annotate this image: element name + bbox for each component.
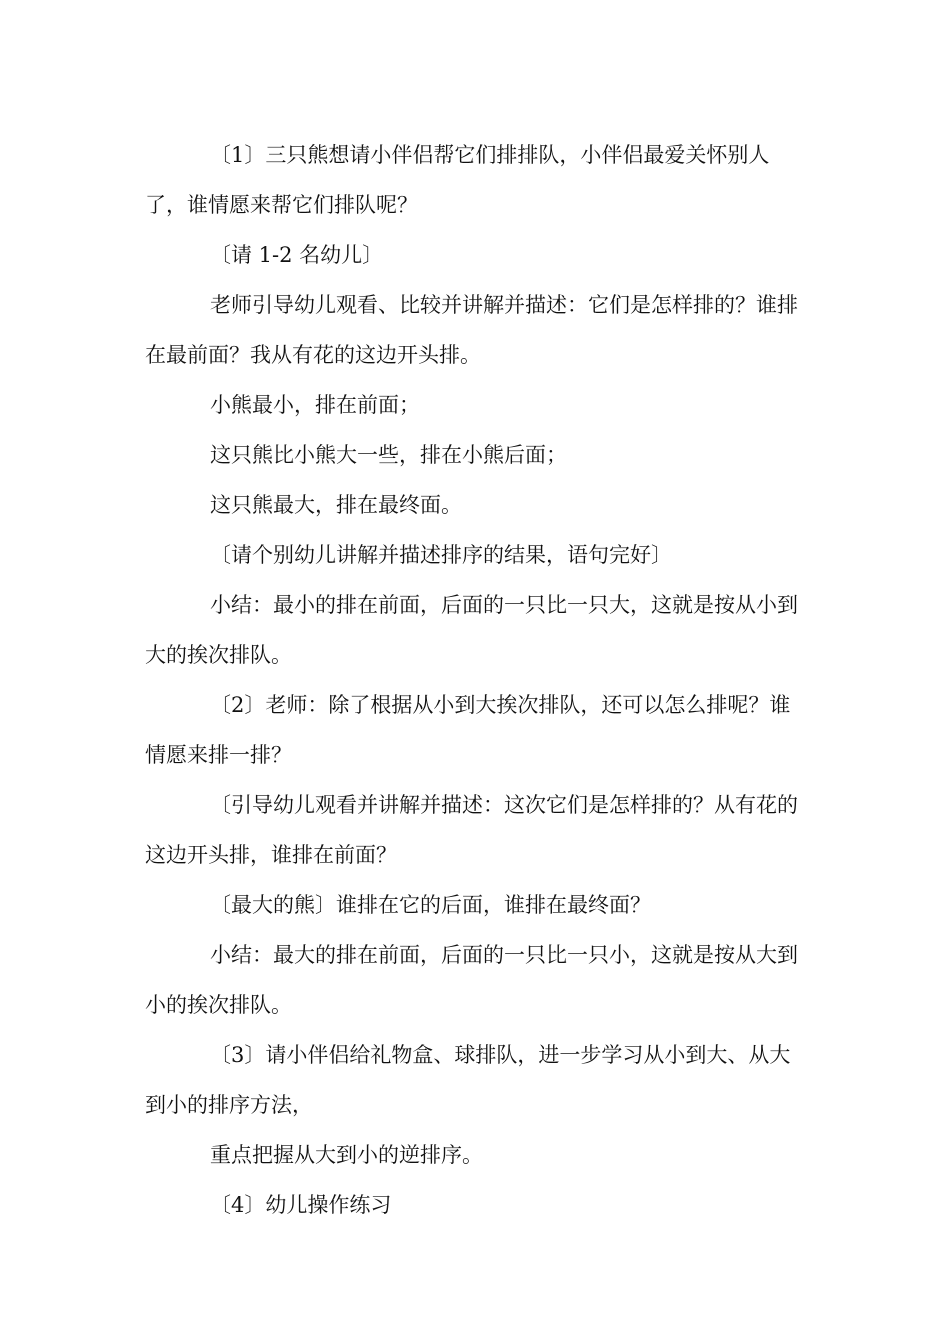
paragraph-11: 〔最大的熊〕谁排在它的后面，谁排在最终面？: [210, 893, 651, 917]
paragraph-6: 这只熊最大，排在最终面。: [210, 493, 462, 517]
paragraph-1: 〔1〕三只熊想请小伴侣帮它们排排队，小伴侣最爱关怀别人了，谁情愿来帮它们排队呢？: [145, 143, 770, 217]
paragraph-9: 〔2〕老师：除了根据从小到大挨次排队，还可以怎么排呢？谁情愿来排一排？: [145, 693, 791, 767]
paragraph-14: 重点把握从大到小的逆排序。: [210, 1143, 483, 1167]
paragraph-15: 〔4〕幼儿操作练习: [210, 1193, 392, 1217]
paragraph-13: 〔3〕请小伴侣给礼物盒、球排队，进一步学习从小到大、从大到小的排序方法，: [145, 1043, 791, 1117]
paragraph-5: 这只熊比小熊大一些，排在小熊后面；: [210, 443, 567, 467]
paragraph-2: 〔请 1-2 名幼儿〕: [210, 243, 384, 267]
paragraph-10: 〔引导幼儿观看并讲解并描述：这次它们是怎样排的？从有花的这边开头排，谁排在前面？: [145, 793, 798, 867]
document-body: [145, 130, 810, 1230]
paragraph-7: 〔请个别幼儿讲解并描述排序的结果，语句完好〕: [210, 543, 672, 567]
paragraph-3: 老师引导幼儿观看、比较并讲解并描述：它们是怎样排的？谁排在最前面？我从有花的这边开头排。: [145, 293, 798, 367]
paragraph-12: 小结：最大的排在前面，后面的一只比一只小，这就是按从大到小的挨次排队。: [145, 943, 798, 1017]
paragraph-4: 小熊最小，排在前面；: [210, 393, 420, 417]
paragraph-8: 小结：最小的排在前面，后面的一只比一只大，这就是按从小到大的挨次排队。: [145, 593, 798, 667]
